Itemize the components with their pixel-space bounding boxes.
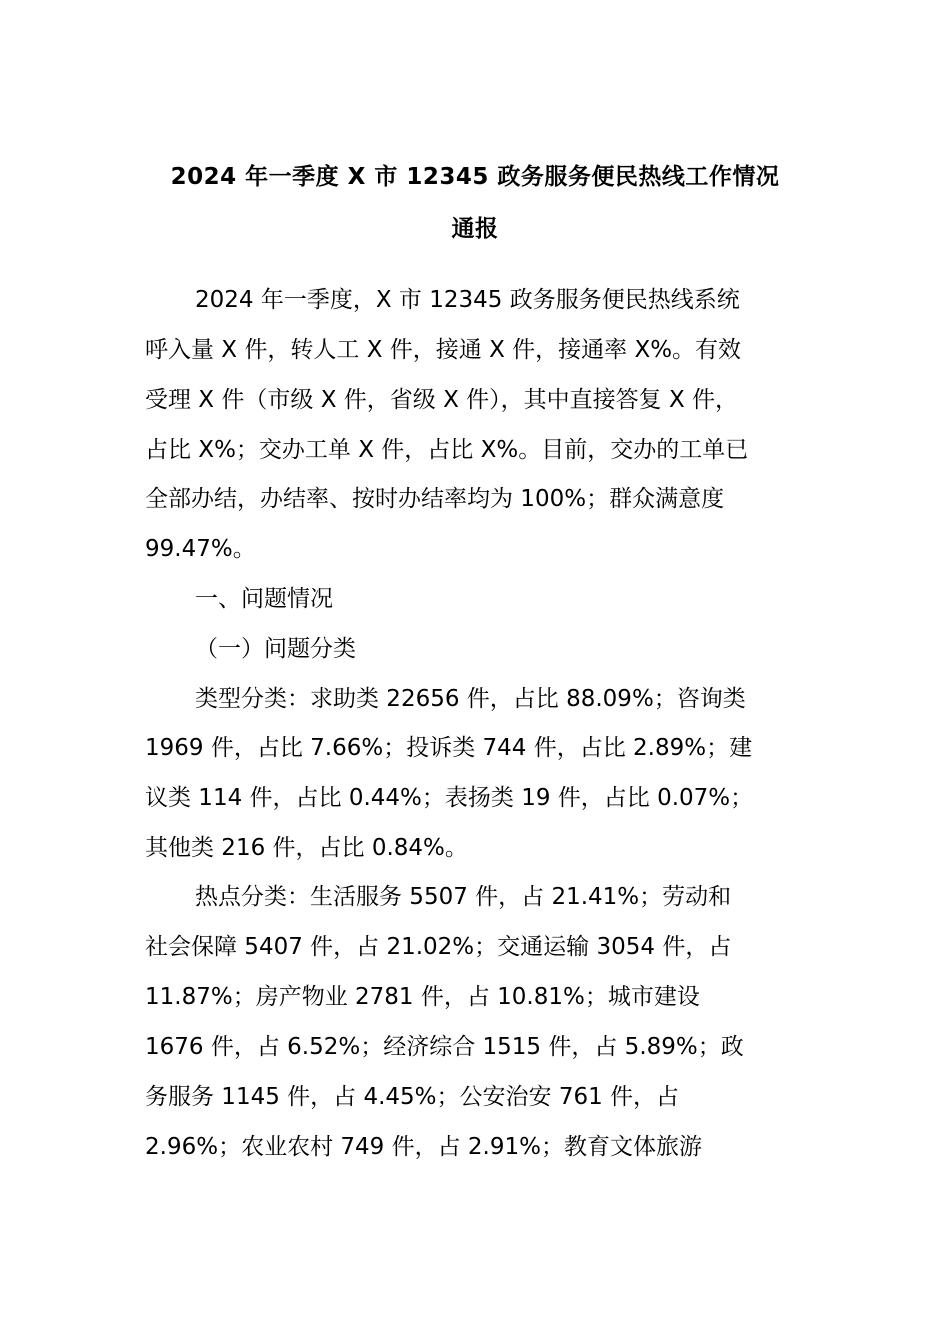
paragraph-line: 务服务 1145 件，占 4.45%；公安治安 761 件，占 — [145, 1084, 680, 1110]
paragraph-line: 2.96%；农业农村 749 件，占 2.91%；教育文体旅游 — [145, 1134, 702, 1160]
paragraph-line: 类型分类：求助类 22656 件，占比 88.09%；咨询类 — [195, 686, 746, 712]
paragraph-line: 社会保障 5407 件，占 21.02%；交通运输 3054 件，占 — [145, 934, 732, 960]
paragraph-line: 1969 件，占比 7.66%；投诉类 744 件，占比 2.89%；建 — [145, 735, 753, 761]
document-title-line-2: 通报 — [451, 216, 499, 242]
paragraph-line: 全部办结，办结率、按时办结率均为 100%；群众满意度 — [145, 486, 725, 512]
document-title-line-1: 2024 年一季度 X 市 12345 政务服务便民热线工作情况 — [170, 164, 780, 190]
section-heading: 一、问题情况 — [195, 586, 333, 612]
paragraph-line: 热点分类：生活服务 5507 件，占 21.41%；劳动和 — [195, 884, 732, 910]
subsection-heading: （一）问题分类 — [195, 636, 356, 662]
paragraph-line: 议类 114 件，占比 0.44%；表扬类 19 件，占比 0.07%； — [145, 785, 754, 811]
paragraph-line: 占比 X%；交办工单 X 件，占比 X%。目前，交办的工单已 — [145, 437, 749, 463]
paragraph-line: 1676 件，占 6.52%；经济综合 1515 件，占 5.89%；政 — [145, 1034, 744, 1060]
paragraph-line: 其他类 216 件，占比 0.84%。 — [145, 835, 468, 861]
paragraph-line: 受理 X 件（市级 X 件，省级 X 件），其中直接答复 X 件， — [145, 387, 739, 413]
paragraph-line: 呼入量 X 件，转人工 X 件，接通 X 件，接通率 X%。有效 — [145, 337, 742, 363]
paragraph-line: 99.47%。 — [145, 536, 256, 562]
paragraph-line: 11.87%；房产物业 2781 件，占 10.81%；城市建设 — [145, 984, 700, 1010]
paragraph-line: 2024 年一季度，X 市 12345 政务服务便民热线系统 — [195, 287, 740, 313]
